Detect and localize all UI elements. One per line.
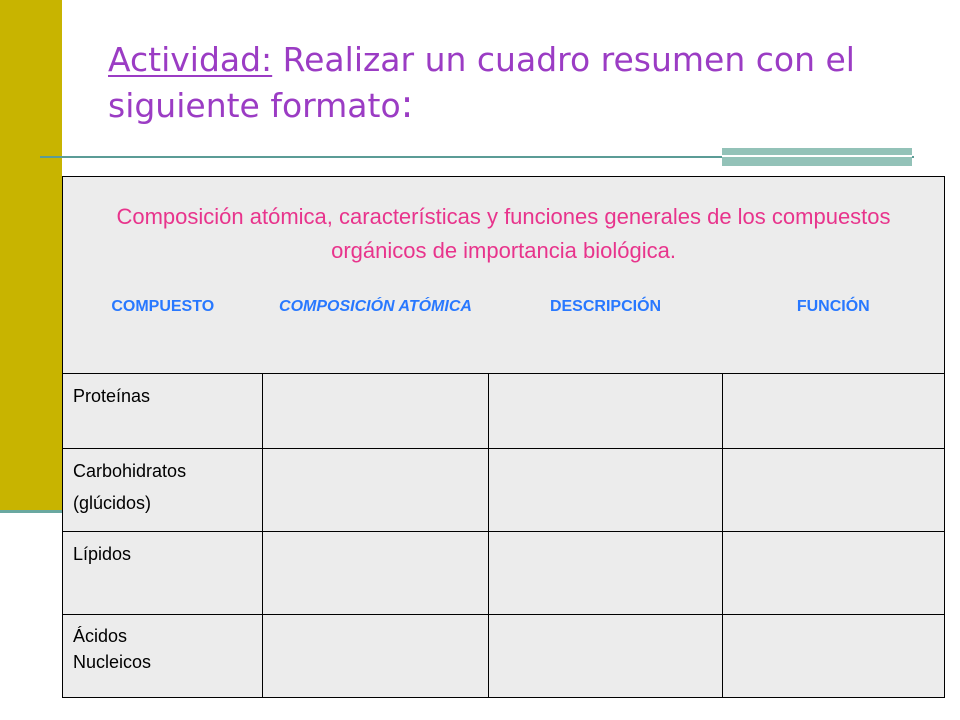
header-descripcion: DESCRIPCIÓN bbox=[489, 285, 723, 374]
table-row bbox=[63, 374, 945, 449]
table-row bbox=[63, 615, 945, 698]
table-header-row bbox=[63, 285, 945, 374]
cell-compuesto bbox=[63, 615, 263, 698]
cell-funcion bbox=[723, 615, 945, 698]
cell-compuesto: Lípidos bbox=[63, 532, 263, 615]
cell-compuesto-line2: Nucleicos bbox=[73, 652, 152, 672]
header-funcion: FUNCIÓN bbox=[723, 285, 945, 374]
cell-compuesto-line1: Carbohidratos bbox=[73, 461, 187, 481]
table-caption: Composición atómica, características y funciones generales de los compuestos orgánicos de importancia biológica. bbox=[63, 177, 945, 286]
title-rest: Realizar un cuadro resumen con el siguiente formato bbox=[108, 40, 855, 125]
title-accent-rule bbox=[722, 148, 912, 166]
summary-table bbox=[62, 176, 945, 698]
header-composicion: COMPOSICIÓN ATÓMICA bbox=[263, 285, 489, 374]
cell-composicion bbox=[263, 532, 489, 615]
cell-funcion bbox=[723, 374, 945, 449]
title-lead: Actividad: bbox=[108, 40, 273, 79]
header-compuesto: COMPUESTO bbox=[63, 285, 263, 374]
cell-descripcion bbox=[489, 615, 723, 698]
cell-compuesto-line1: Ácidos bbox=[73, 626, 128, 646]
table-row bbox=[63, 532, 945, 615]
table-row bbox=[63, 449, 945, 532]
cell-compuesto-line2: (glúcidos) bbox=[73, 493, 152, 513]
cell-compuesto bbox=[63, 449, 263, 532]
cell-descripcion bbox=[489, 374, 723, 449]
cell-composicion bbox=[263, 374, 489, 449]
cell-funcion bbox=[723, 449, 945, 532]
left-bar-divider bbox=[0, 510, 62, 513]
slide-title bbox=[108, 38, 928, 128]
title-colon: : bbox=[400, 82, 414, 126]
cell-funcion bbox=[723, 532, 945, 615]
cell-descripcion bbox=[489, 449, 723, 532]
cell-compuesto: Proteínas bbox=[63, 374, 263, 449]
cell-composicion bbox=[263, 449, 489, 532]
left-accent-bar bbox=[0, 0, 62, 512]
cell-descripcion bbox=[489, 532, 723, 615]
cell-composicion bbox=[263, 615, 489, 698]
